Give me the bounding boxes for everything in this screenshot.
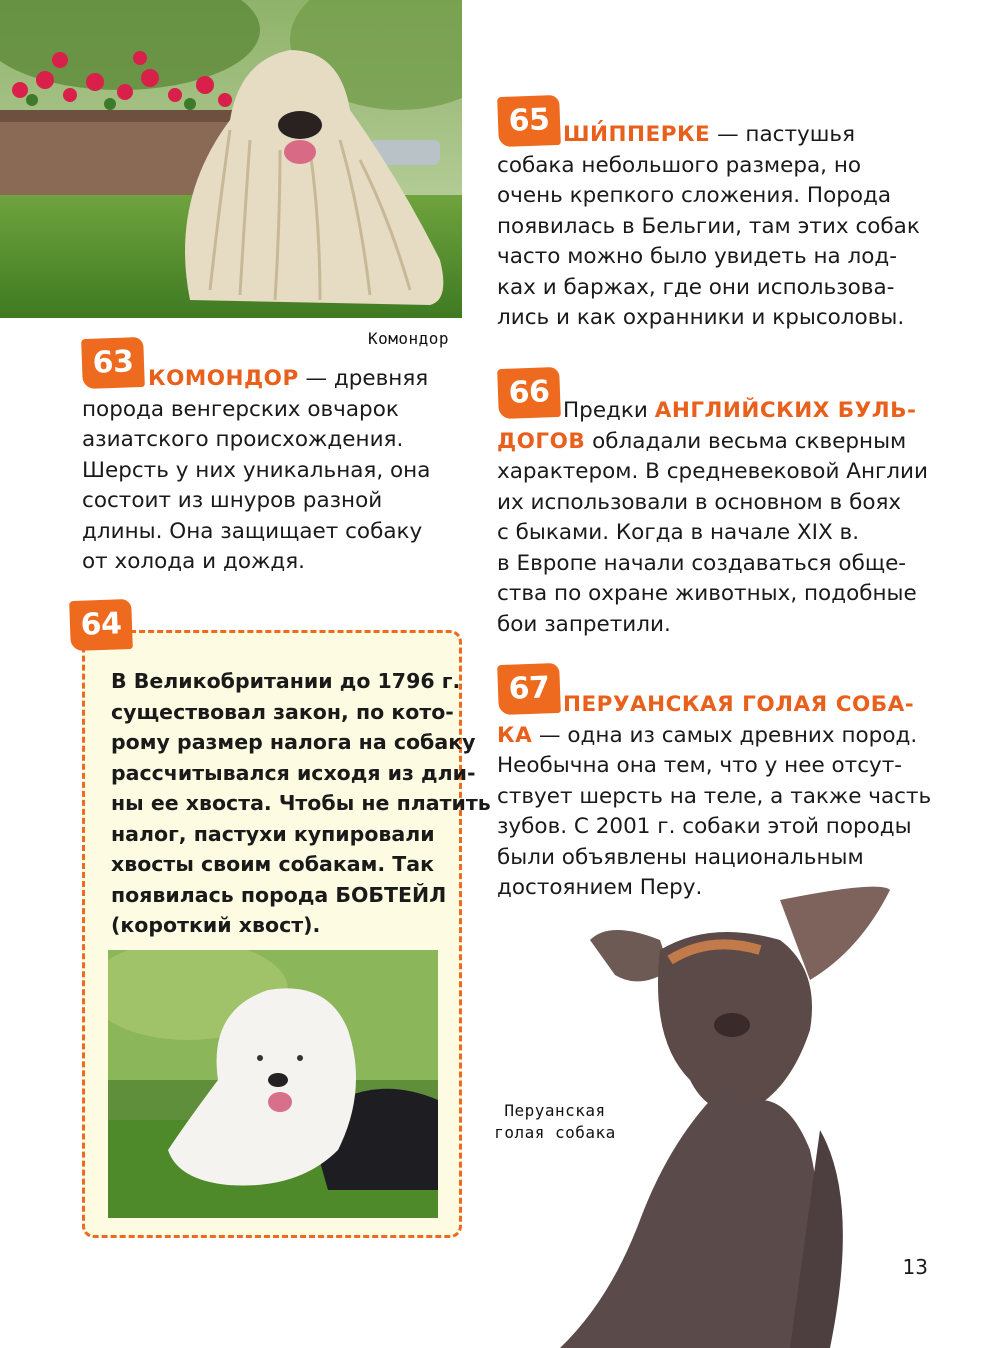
peruvian-caption [490, 1100, 620, 1144]
text-line [82, 364, 430, 395]
text-line [497, 120, 920, 151]
text-segment: Шерсть у них уникальная, она [82, 457, 431, 483]
text-line [82, 547, 430, 578]
text-line [82, 395, 430, 426]
text-line [497, 151, 920, 182]
text-segment: характером. В средневековой Англии [497, 459, 928, 484]
text-segment: в Европе начали создаваться обще- [497, 550, 907, 576]
text-line [497, 303, 920, 334]
text-line: ны ее хвоста. Чтобы не платить [111, 791, 491, 815]
text-line [497, 488, 928, 519]
text-segment: были объявлены национальным [497, 844, 864, 870]
entry-65-text [497, 120, 920, 334]
text-line [82, 517, 430, 548]
text-line: налог, пастухи купировали [111, 821, 435, 846]
text-segment: лись и как охранники и крысоловы. [497, 305, 905, 330]
text-segment: — древняя [298, 366, 429, 391]
entry-66-badge: 66 [497, 367, 561, 419]
text-line [497, 843, 931, 874]
text-segment: их использовали в основном в боях [497, 489, 902, 515]
text-line: появилась порода БОБТЕЙЛ [111, 882, 447, 907]
text-segment: ствует шерсть на теле, а также часть [497, 783, 932, 809]
text-line [497, 242, 920, 273]
text-segment: азиатского происхождения. [82, 427, 404, 452]
entry-67-text [497, 690, 931, 904]
text-line [497, 751, 931, 782]
text-line [82, 425, 430, 456]
entry-66-text [497, 396, 928, 640]
breed-name: ПЕРУАНСКАЯ ГОЛАЯ СОБА- [563, 692, 915, 717]
entry-65-badge: 65 [497, 95, 561, 147]
text-line [497, 212, 920, 243]
text-segment: порода венгерских овчарок [82, 396, 399, 422]
entry-67-badge: 67 [497, 663, 561, 715]
text-segment: бои запретили. [497, 611, 671, 637]
text-segment: ках и баржах, где они использова- [497, 274, 895, 300]
text-line [497, 518, 928, 549]
text-segment: Предки [563, 398, 655, 423]
text-segment: — пастушья [710, 122, 855, 147]
text-segment: от холода и дождя. [82, 549, 305, 574]
entry-64-text [111, 666, 491, 941]
text-line: рассчитывался исходя из дли- [111, 760, 476, 785]
breed-name: АНГЛИЙСКИХ БУЛЬ- [654, 398, 917, 423]
text-segment: длины. Она защищает собаку [82, 518, 423, 544]
breed-name: КОМОНДОР [148, 366, 299, 391]
text-line: хвосты своим собакам. Так [111, 852, 434, 876]
komondor-caption: Комондор [368, 329, 450, 348]
text-line [497, 427, 928, 458]
entry-64-badge: 64 [69, 599, 133, 651]
text-line [82, 486, 430, 517]
text-segment: Необычна она тем, что у нее отсут- [497, 753, 903, 778]
peruvian-caption-line-1: Перуанская [504, 1101, 606, 1120]
text-segment: с быками. Когда в начале XIX в. [497, 520, 860, 545]
text-line [497, 610, 928, 641]
text-line [497, 273, 920, 304]
text-segment: обладали весьма скверным [585, 428, 907, 454]
text-line [497, 549, 928, 580]
breed-name: ШИ́ППЕРКЕ [563, 122, 711, 147]
text-line [497, 690, 931, 721]
text-line [497, 396, 928, 427]
text-line [497, 181, 920, 212]
text-segment: — одна из самых древних пород. [532, 722, 918, 748]
text-line: В Великобритании до 1796 г. [111, 669, 461, 693]
breed-name: ДОГОВ [497, 428, 586, 454]
text-segment: зубов. С 2001 г. собаки этой породы [497, 814, 912, 839]
komondor-photo [0, 0, 462, 318]
text-line [497, 721, 931, 752]
text-segment: достоянием Перу. [497, 875, 703, 900]
text-line: рому размер налога на собаку [111, 730, 476, 754]
text-line: (короткий хвост). [111, 913, 321, 937]
text-segment: очень крепкого сложения. Порода [497, 183, 892, 208]
text-segment: собака небольшого размера, но [497, 152, 862, 178]
text-segment: состоит из шнуров разной [82, 488, 383, 513]
text-line [497, 579, 928, 610]
text-line [497, 457, 928, 488]
text-line [497, 812, 931, 843]
bobtail-photo [108, 950, 438, 1218]
text-segment: часто можно было увидеть на лод- [497, 244, 898, 269]
entry-63-text [82, 364, 430, 578]
text-line [497, 782, 931, 813]
breed-name: КА [497, 722, 533, 748]
text-line [82, 456, 430, 487]
page-number: 13 [902, 1255, 928, 1279]
text-segment: ства по охране животных, подобные [497, 581, 917, 606]
text-segment: появилась в Бельгии, там этих собак [497, 213, 920, 239]
text-line: существовал закон, по кото- [111, 699, 454, 724]
peruvian-caption-line-2: голая собака [494, 1123, 616, 1142]
entry-63-badge: 63 [81, 337, 145, 389]
